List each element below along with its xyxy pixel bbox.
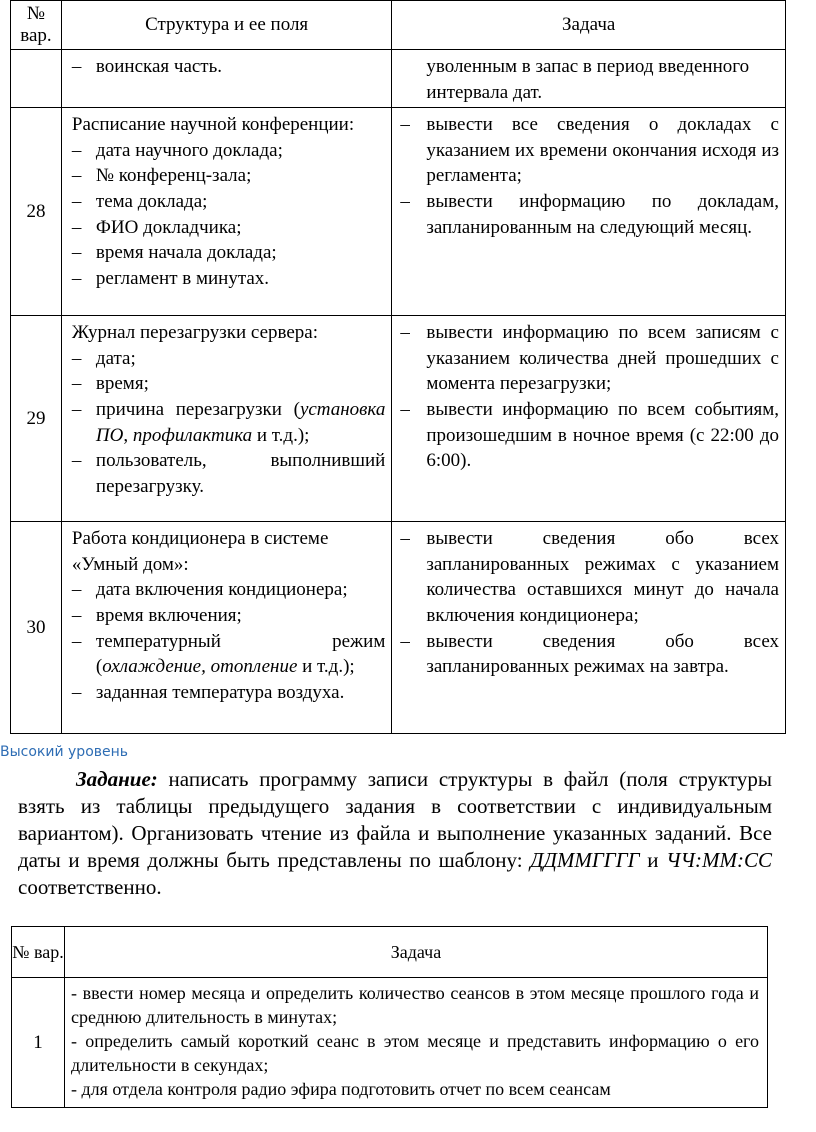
header-structure: Структура и ее поля xyxy=(61,1,391,50)
task-item: – вывести сведения обо всех запланированных режимах на завтра. xyxy=(400,630,779,678)
task-item: – вывести информацию по всем записям с указанием количества дней прошедших с момента перезагрузки; xyxy=(400,322,779,395)
field-item: – температурный режим (охлаждение, отопление и т.д.); xyxy=(71,630,386,678)
variant-number: 29 xyxy=(11,316,62,522)
table-row-29 xyxy=(11,316,786,522)
field-item: – время включения; xyxy=(71,604,242,626)
field-item: – заданная температура воздуха. xyxy=(71,681,345,703)
section-heading: Высокий уровень xyxy=(0,744,129,760)
field-item: – дата включения кондиционера; xyxy=(71,579,348,601)
table-header-row xyxy=(12,927,768,978)
task-cell xyxy=(392,316,786,522)
task-cell xyxy=(392,50,786,108)
variant-number: 1 xyxy=(12,978,65,1108)
task-cell xyxy=(392,108,786,316)
task-cell xyxy=(65,978,768,1108)
field-item: – время; xyxy=(71,373,149,395)
field-item: – тема доклада; xyxy=(71,190,208,212)
structure-cell xyxy=(61,522,391,734)
assignment-paragraph: Задание: написать программу записи структуры в файл (поля структуры взять из таблицы предыдущего задания в соответствии с индивидуальным вариантом). Организовать чтение из файла и выполнение указанных заданий. Все даты и время должны быть представлены по шаблону: ДДММГГГГ и ЧЧ:ММ:СС соответственно. xyxy=(18,767,772,899)
field-item: – дата; xyxy=(71,347,136,369)
structure-cell xyxy=(61,50,391,108)
field-item: – дата научного доклада; xyxy=(71,139,283,161)
table-row-continued xyxy=(11,50,786,108)
high-level-table xyxy=(11,926,768,1108)
table-row-28 xyxy=(11,108,786,316)
structure-cell xyxy=(61,316,391,522)
task-item: – вывести все сведения о докладах с указанием их времени окончания исходя из регламента; xyxy=(400,114,779,187)
structure-title: Расписание научной конференции: xyxy=(71,114,355,136)
time-format: ЧЧ:ММ:СС xyxy=(666,848,772,872)
structure-title: Работа кондиционера в системе «Умный дом»: xyxy=(71,528,329,575)
task-line: - определить самый короткий сеанс в этом месяце и представить информацию о его длительности в секундах; xyxy=(71,1031,759,1075)
table-row-1 xyxy=(12,978,768,1108)
date-format: ДДММГГГГ xyxy=(530,848,640,872)
header-task: Задача xyxy=(65,927,768,978)
field-item: – пользователь, выполнивший перезагрузку. xyxy=(71,450,386,497)
structure-title: Журнал перезагрузки сервера: xyxy=(71,322,319,344)
field-item: – воинская часть. xyxy=(71,56,223,77)
assignment-lead: Задание: xyxy=(76,767,158,791)
structure-cell xyxy=(61,108,391,316)
task-item: – вывести сведения обо всех запланированных режимах с указанием количества оставшихся минут до начала включения кондиционера; xyxy=(400,528,779,626)
task-cell xyxy=(392,522,786,734)
table-row-30 xyxy=(11,522,786,734)
field-item: – ФИО докладчика; xyxy=(71,216,242,238)
variant-number: 30 xyxy=(11,522,62,734)
task-continued-text: уволенным в запас в период введенного интервала дат. xyxy=(426,56,750,103)
task-line: - ввести номер месяца и определить количество сеансов в этом месяце прошлого года и среднюю длительность в минутах; xyxy=(71,983,759,1027)
header-num: № вар. xyxy=(11,1,62,50)
field-item: – № конференц-зала; xyxy=(71,165,252,187)
header-task: Задача xyxy=(392,1,786,50)
task-item: – вывести информацию по всем событиям, произошедшим в ночное время (с 22:00 до 6:00). xyxy=(400,398,779,472)
field-item: – регламент в минутах. xyxy=(71,267,270,289)
task-item: – вывести информацию по докладам, запланированным на следующий месяц. xyxy=(400,190,779,238)
table-header-row xyxy=(11,1,786,50)
variant-number: 28 xyxy=(11,108,62,316)
header-num: № вар. xyxy=(12,927,65,978)
num-cell-empty xyxy=(11,50,62,108)
variants-table xyxy=(10,0,786,734)
field-item: – причина перезагрузки (установка ПО, профилактика и т.д.); xyxy=(71,398,386,446)
task-line: - для отдела контроля радио эфира подготовить отчет по всем сеансам xyxy=(71,1079,611,1099)
field-item: – время начала доклада; xyxy=(71,242,277,264)
